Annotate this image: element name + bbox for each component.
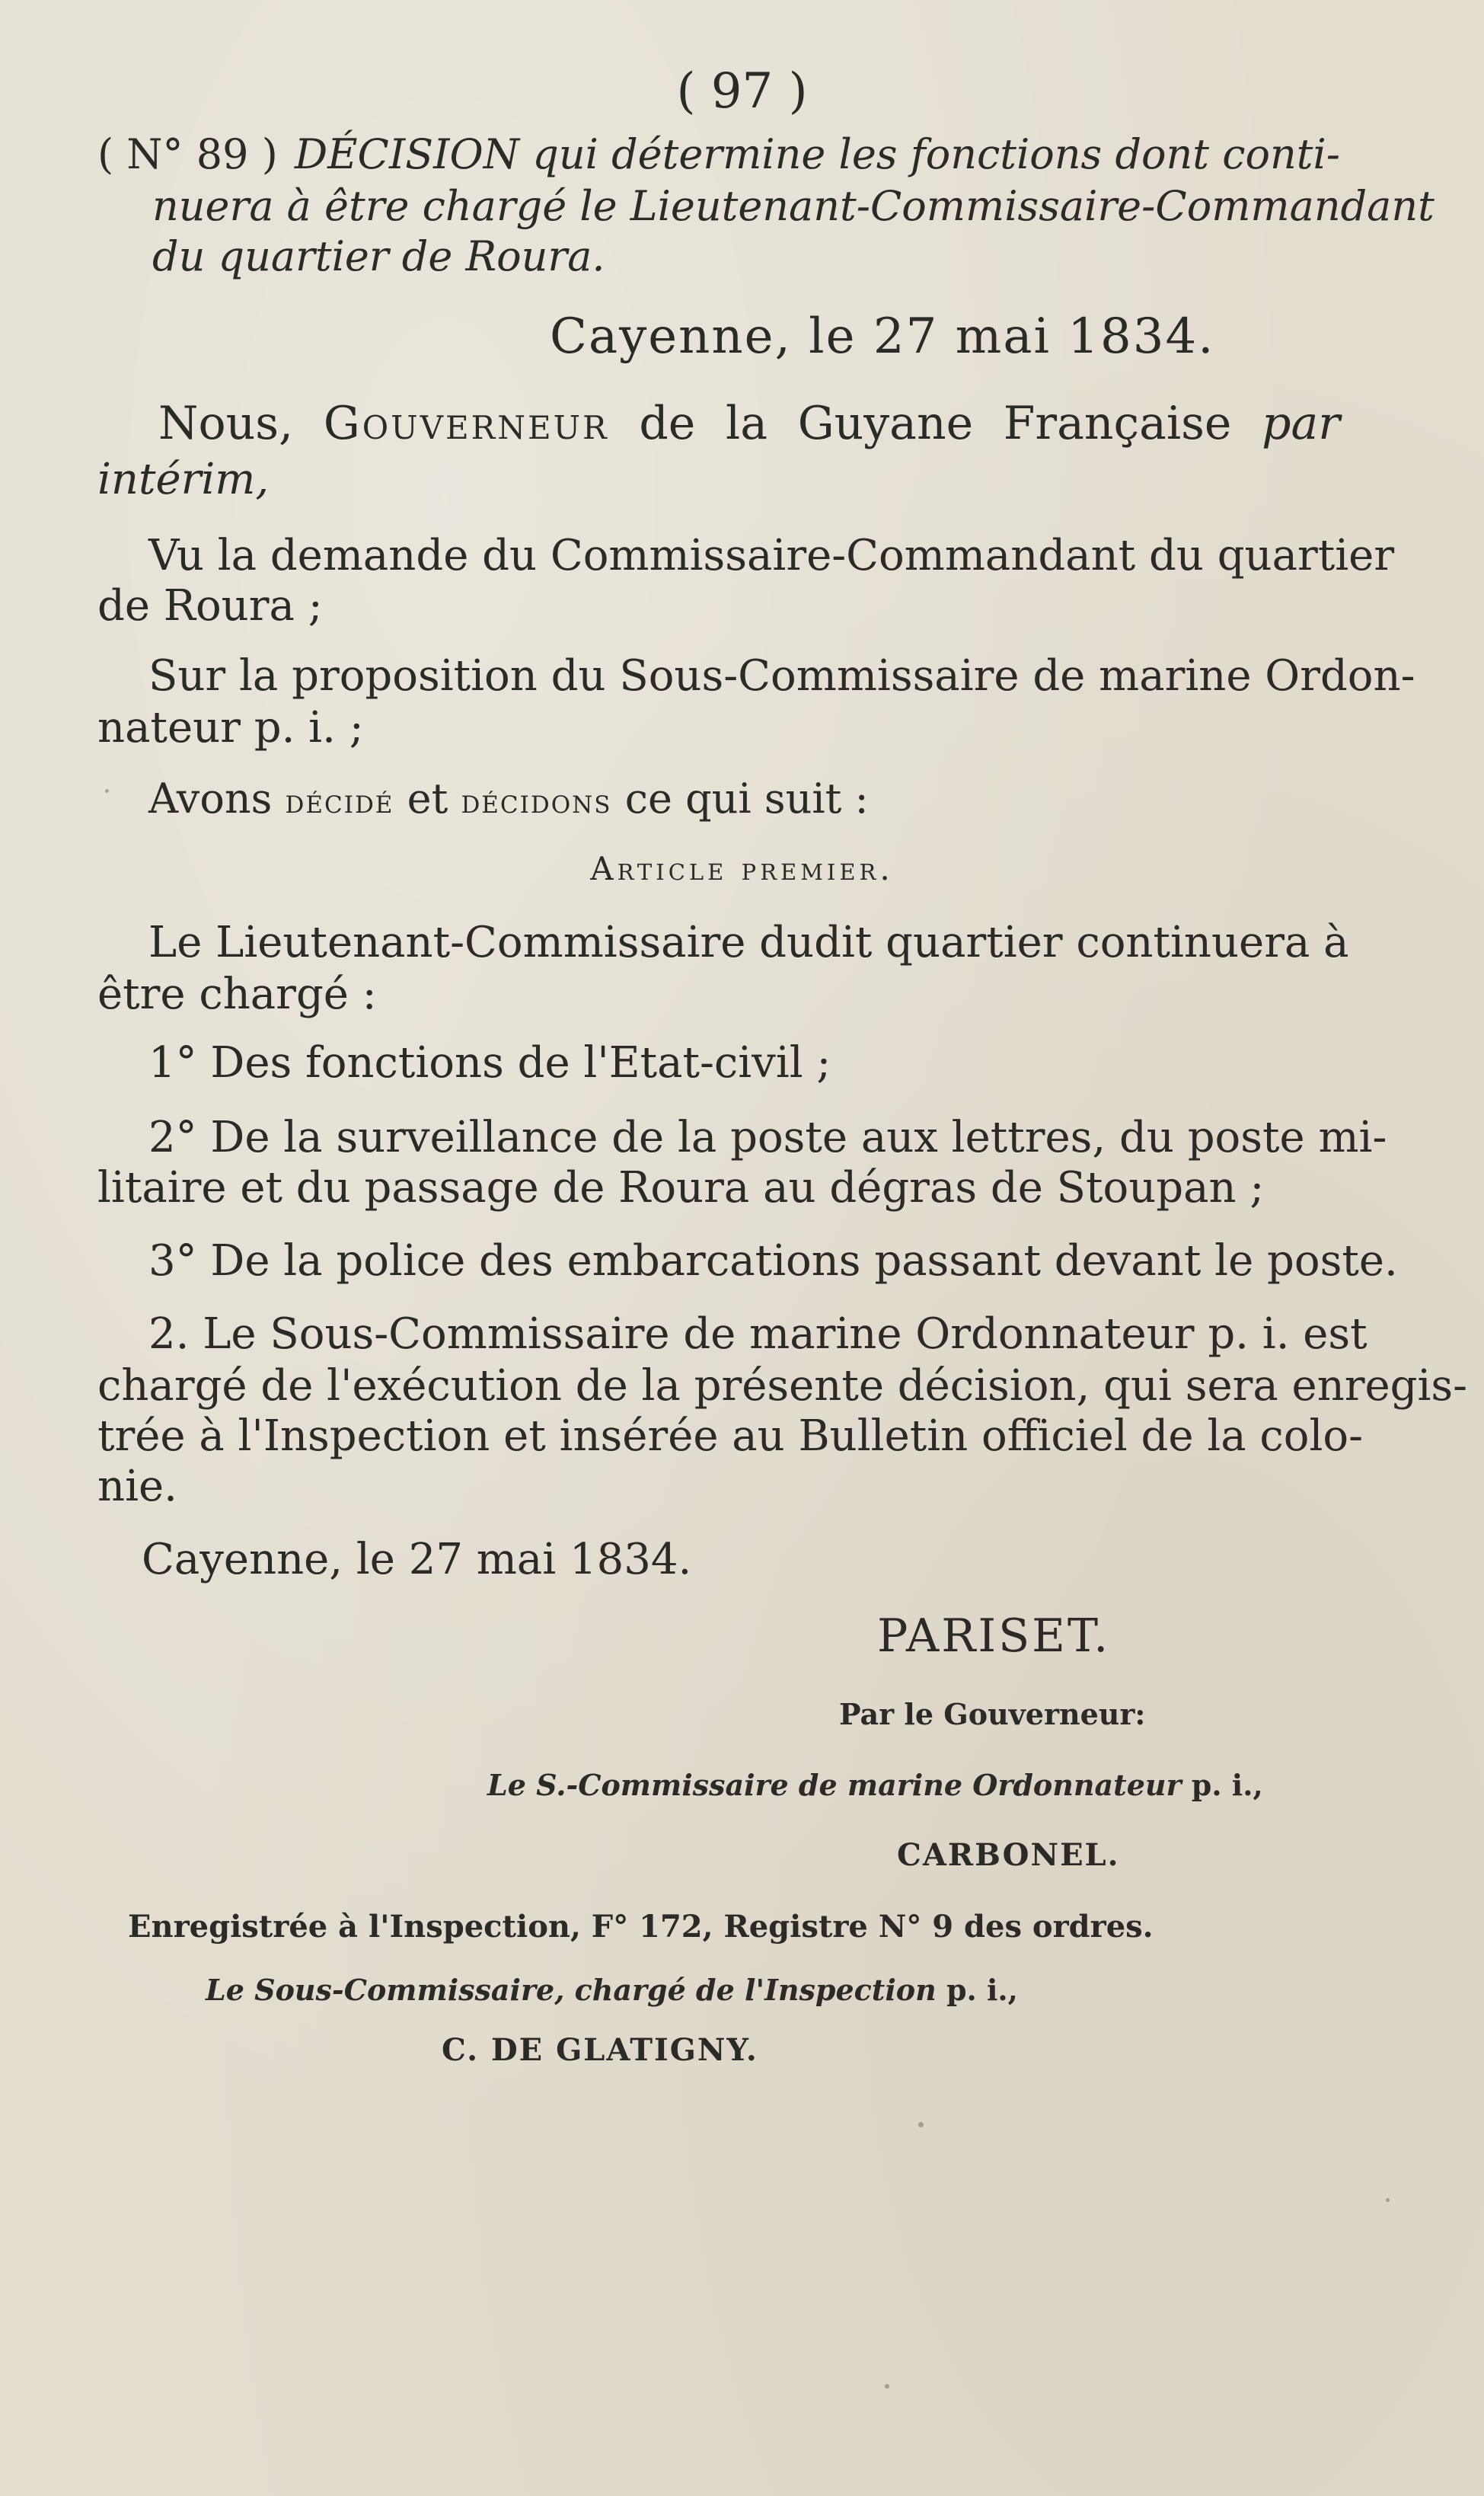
gouverneur-word: Gouverneur bbox=[323, 397, 609, 450]
paper-speck bbox=[885, 2384, 889, 2389]
nous-word: Nous, bbox=[158, 397, 294, 450]
countersign-title bbox=[487, 1768, 1263, 1802]
paper-speck bbox=[105, 789, 109, 793]
qui-suit: ce qui suit : bbox=[624, 775, 869, 823]
decide-word: décidé bbox=[285, 782, 394, 821]
dateline: Cayenne, le 27 mai 1834. bbox=[550, 308, 1215, 365]
article1-item-1: 1° Des fonctions de l'Etat-civil ; bbox=[148, 1038, 831, 1088]
preamble-nous bbox=[158, 397, 1340, 450]
countersign-title-suffix: p. i., bbox=[1191, 1768, 1263, 1802]
decidons-word: décidons bbox=[461, 782, 612, 821]
page-number: ( 97 ) bbox=[676, 63, 808, 120]
article2-line-4: nie. bbox=[97, 1462, 177, 1511]
registration-line: Enregistrée à l'Inspection, F° 172, Registre N° 9 des ordres. bbox=[128, 1909, 1154, 1945]
vu-line-2: de Roura ; bbox=[97, 581, 323, 631]
article1-line-1: Le Lieutenant-Commissaire dudit quartier continuera à bbox=[148, 918, 1349, 967]
inspector-title-italic: Le Sous-Commissaire, chargé de l'Inspection bbox=[206, 1973, 937, 2007]
countersign-title-italic: Le S.-Commissaire de marine Ordonnateur bbox=[487, 1768, 1182, 1802]
inspector-title bbox=[206, 1973, 1018, 2007]
avons-line bbox=[148, 775, 869, 823]
article2-line-2: chargé de l'exécution de la présente décision, qui sera enregis- bbox=[97, 1361, 1468, 1411]
par-word: par bbox=[1262, 397, 1340, 450]
sur-line-1: Sur la proposition du Sous-Commissaire de marine Ordon- bbox=[148, 651, 1415, 701]
et-word: et bbox=[407, 775, 448, 823]
article1-item-2-line-1: 2° De la surveillance de la poste aux lettres, du poste mi- bbox=[148, 1113, 1387, 1162]
avons-word: Avons bbox=[148, 775, 273, 823]
par-le-gouverneur: Par le Gouverneur: bbox=[839, 1697, 1146, 1731]
inspector-title-suffix: p. i., bbox=[946, 1973, 1018, 2007]
article-heading: Article premier. bbox=[590, 850, 894, 887]
article1-line-2: être chargé : bbox=[97, 970, 377, 1019]
closing-date: Cayenne, le 27 mai 1834. bbox=[142, 1535, 692, 1584]
paper-speck bbox=[918, 2122, 924, 2127]
sur-line-2: nateur p. i. ; bbox=[97, 703, 364, 753]
decision-title-line-2: nuera à être chargé le Lieutenant-Commissaire-Commandant bbox=[152, 182, 1435, 230]
signature-pariset: PARISET. bbox=[877, 1609, 1111, 1663]
article1-item-3: 3° De la police des embarcations passant devant le poste. bbox=[148, 1236, 1398, 1286]
decision-number: ( N° 89 ) bbox=[97, 130, 278, 178]
nous-guyane: de la Guyane Française bbox=[639, 397, 1232, 450]
vu-line-1: Vu la demande du Commissaire-Commandant du quartier bbox=[148, 531, 1395, 580]
interim-word: intérim, bbox=[97, 455, 270, 504]
article2-line-3: trée à l'Inspection et insérée au Bulletin officiel de la colo- bbox=[97, 1411, 1364, 1461]
inspector-name: C. DE GLATIGNY. bbox=[442, 2032, 758, 2068]
article2-line-1: 2. Le Sous-Commissaire de marine Ordonnateur p. i. est bbox=[148, 1309, 1368, 1359]
paper-speck bbox=[1386, 2198, 1390, 2202]
decision-title-line-1 bbox=[97, 130, 1340, 178]
decision-title-text: DÉCISION qui détermine les fonctions dont conti- bbox=[294, 130, 1340, 178]
article1-item-2-line-2: litaire et du passage de Roura au dégras de Stoupan ; bbox=[97, 1163, 1265, 1213]
decision-title-line-3: du quartier de Roura. bbox=[152, 232, 605, 280]
countersign-name: CARBONEL. bbox=[897, 1837, 1120, 1873]
